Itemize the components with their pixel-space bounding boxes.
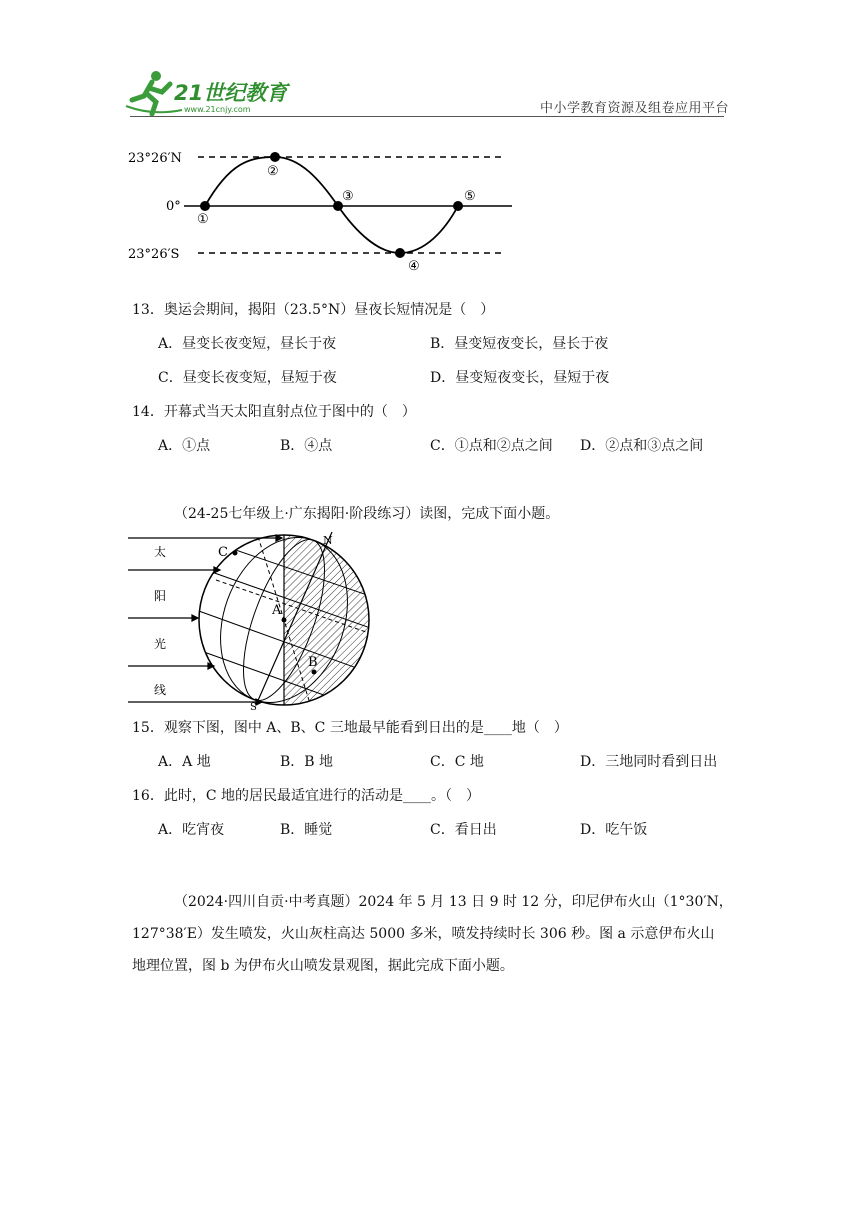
section-intro-3 xyxy=(132,886,732,982)
q16-option-a: A．吃宵夜 xyxy=(158,822,225,838)
sun-char-4: 线 xyxy=(154,683,167,697)
q14-option-d: D．②点和③点之间 xyxy=(580,438,704,454)
point-4-dot xyxy=(395,248,405,258)
question-14-stem: 14．开幕式当天太阳直射点位于图中的（ ） xyxy=(132,404,416,420)
q14-option-a: A．①点 xyxy=(158,438,211,454)
question-13-stem: 13．奥运会期间，揭阳（23.5°N）昼夜长短情况是（ ） xyxy=(132,302,495,318)
south-pole-label: S xyxy=(250,702,257,710)
q15-option-b: B．B 地 xyxy=(280,754,334,770)
figure-globe-sunlight xyxy=(126,530,376,710)
q13-option-d: D．昼变短夜变长，昼短于夜 xyxy=(430,370,610,386)
q13-option-c: C．昼变长夜变短，昼短于夜 xyxy=(158,370,337,386)
q13-option-a: A．昼变长夜变短，昼长于夜 xyxy=(158,336,337,352)
intro-3-line-1: （2024·四川自贡·中考真题）2024 年 5 月 13 日 9 时 12 分，印尼伊布火山（1°30′N， xyxy=(174,894,733,910)
question-16-stem: 16．此时，C 地的居民最适宜进行的活动是____。（ ） xyxy=(132,788,480,804)
q16-option-d: D．吃午饭 xyxy=(580,822,648,838)
point-1-label: ① xyxy=(197,212,209,227)
intro-3-line-3: 地理位置，图 b 为伊布火山喷发景观图，据此完成下面小题。 xyxy=(132,958,514,974)
q15-option-c: C．C 地 xyxy=(430,754,484,770)
sun-char-3: 光 xyxy=(154,637,167,651)
point-4-label: ④ xyxy=(408,259,420,274)
point-5-label: ⑤ xyxy=(464,189,476,204)
q13-option-b: B．昼变短夜变长，昼长于夜 xyxy=(430,336,609,352)
platform-name: 中小学教育资源及组卷应用平台 xyxy=(540,101,730,116)
logo-main-text: 21世纪教育 xyxy=(174,81,288,105)
q14-option-c: C．①点和②点之间 xyxy=(430,438,553,454)
point-b-dot xyxy=(312,670,317,675)
q16-option-b: B．睡觉 xyxy=(280,822,333,838)
point-1-dot xyxy=(200,201,210,211)
logo-url-text: www.21cnjy.com xyxy=(184,105,251,114)
q16-option-c: C．看日出 xyxy=(430,822,497,838)
question-15-stem: 15．观察下图，图中 A、B、C 三地最早能看到日出的是____地（ ） xyxy=(132,720,568,736)
label-tropic-south: 23°26′S xyxy=(128,247,180,262)
point-a-label: A xyxy=(272,603,282,618)
point-2-dot xyxy=(270,152,280,162)
point-3-label: ③ xyxy=(342,189,354,204)
point-a-dot xyxy=(282,618,287,623)
point-c-dot xyxy=(233,551,238,556)
point-2-label: ② xyxy=(267,164,279,179)
label-tropic-north: 23°26′N xyxy=(128,151,182,166)
sun-path-curve xyxy=(205,157,458,253)
night-side xyxy=(284,530,374,710)
point-5-dot xyxy=(453,201,463,211)
intro-3-line-2: 127°38′E）发生喷发，火山灰柱高达 5000 多米，喷发持续时长 306 秒。图 a 示意伊布火山 xyxy=(132,926,715,942)
sun-char-2: 阳 xyxy=(154,589,167,603)
figure-sun-path-curve xyxy=(120,140,520,280)
sun-rays xyxy=(128,535,282,705)
point-c-label: C xyxy=(218,545,228,560)
section-intro-2: （24-25七年级上·广东揭阳·阶段练习）读图，完成下面小题。 xyxy=(174,506,560,522)
point-b-label: B xyxy=(308,655,318,670)
north-pole-label: N xyxy=(323,534,333,547)
label-equator: 0° xyxy=(166,199,181,214)
logo xyxy=(122,66,292,120)
q15-option-d: D．三地同时看到日出 xyxy=(580,754,718,770)
header-divider xyxy=(130,116,724,117)
q14-option-b: B．④点 xyxy=(280,438,333,454)
sun-char-1: 太 xyxy=(154,545,167,559)
q15-option-a: A．A 地 xyxy=(158,754,211,770)
